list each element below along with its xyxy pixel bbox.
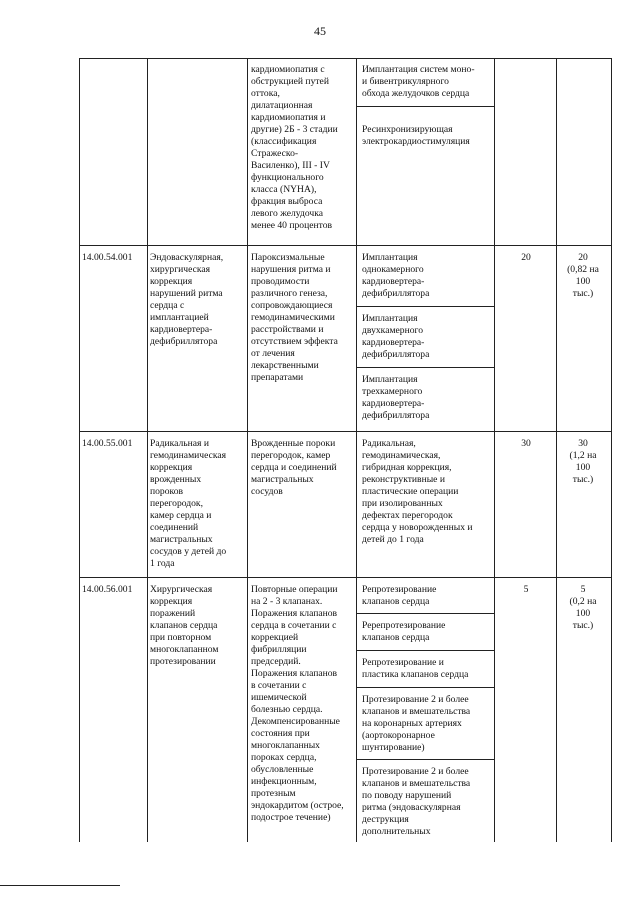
row-volume: 30: [521, 438, 531, 449]
row-method: Имплантация трехкамерного кардиовертера- дефибриллятора: [362, 374, 430, 421]
table-border: [356, 58, 357, 842]
row-method: Протезирование 2 и более клапанов и вмешательства по поводу нарушений ритма (эндоваскулярная деструкция дополнительных: [362, 766, 471, 837]
table-border: [247, 58, 248, 842]
row-disease: Повторные операции на 2 - 3 клапанах. Поражения клапанов сердца в сочетании с коррекцией фибрилляции предсердий. Поражения клапанов в сочетании с ишемической болезнью сердца. Декомпенсированные состояния при многоклапанных пороках сердца, обусловленные инфекционным, протезным эндокардитом (острое, подострое течение): [251, 584, 344, 823]
row-method: Ререпротезирование клапанов сердца: [362, 620, 446, 643]
table-border: [79, 577, 612, 578]
cont-disease: кардиомиопатия с обструкцией путей оттока, дилатационная кардиомиопатия и другие) 2Б - 3 стадии (классификация Стражеско- Василенко), III - IV функционального класса (NYHA), фракция выброса левого желудочка менее 40 процентов: [251, 64, 338, 231]
page-number: 45: [314, 24, 326, 38]
method-divider: [356, 650, 494, 651]
row-group: Хирургическая коррекция поражений клапанов сердца при повторном многоклапанном протезировании: [150, 584, 219, 667]
method-divider: [356, 759, 494, 760]
row-method: Протезирование 2 и более клапанов и вмешательства на коронарных артериях (аортокоронарное шунтирование): [362, 694, 471, 753]
row-code: 14.00.54.001: [82, 252, 133, 263]
table-border: [79, 431, 612, 432]
row-code: 14.00.55.001: [82, 438, 133, 449]
table-border: [79, 58, 612, 59]
table-border: [79, 245, 612, 246]
row-method: Имплантация однокамерного кардиовертера- дефибриллятора: [362, 252, 430, 299]
row-volume: 20: [521, 252, 531, 263]
row-group: Радикальная и гемодинамическая коррекция врожденных пороков перегородок, камер сердца и соединений магистральных сосудов у детей до 1 года: [150, 438, 227, 569]
table-border: [494, 58, 495, 842]
row-disease: Пароксизмальные нарушения ритма и проводимости различного генеза, сопровождающиеся гемодинамическими расстройствами и отсутствием эффекта от лечения лекарственными препаратами: [251, 252, 338, 383]
row-rate: 5 (0,2 на 100 тыс.): [569, 584, 597, 631]
method-divider: [356, 106, 494, 107]
method-divider: [356, 367, 494, 368]
cont-method-2: Ресинхронизирующая электрокардиостимуляция: [362, 124, 470, 147]
row-method: Радикальная, гемодинамическая, гибридная коррекция, реконструктивные и пластические операции при изолированных дефектах перегородок сердца у новорожденных и детей до 1 года: [362, 438, 473, 545]
row-volume: 5: [523, 584, 529, 595]
row-rate: 30 (1,2 на 100 тыс.): [569, 438, 597, 485]
row-method: Имплантация двухкамерного кардиовертера- дефибриллятора: [362, 313, 430, 360]
row-method: Репротезирование и пластика клапанов сердца: [362, 657, 469, 680]
row-group: Эндоваскулярная, хирургическая коррекция нарушений ритма сердца с имплантацией кардиовертера- дефибриллятора: [150, 252, 224, 347]
cont-method-1: Имплантация систем моно- и бивентрикулярного обхода желудочков сердца: [362, 64, 475, 99]
table-border: [79, 58, 80, 842]
table-border: [147, 58, 148, 842]
table-border: [611, 58, 612, 842]
footnote-rule: [0, 885, 120, 886]
table-border: [556, 58, 557, 842]
row-disease: Врожденные пороки перегородок, камер сердца и соединений магистральных сосудов: [251, 438, 337, 497]
row-rate: 20 (0,82 на 100 тыс.): [567, 252, 599, 299]
row-method: Репротезирование клапанов сердца: [362, 584, 437, 607]
method-divider: [356, 687, 494, 688]
method-divider: [356, 613, 494, 614]
method-divider: [356, 306, 494, 307]
row-code: 14.00.56.001: [82, 584, 133, 595]
